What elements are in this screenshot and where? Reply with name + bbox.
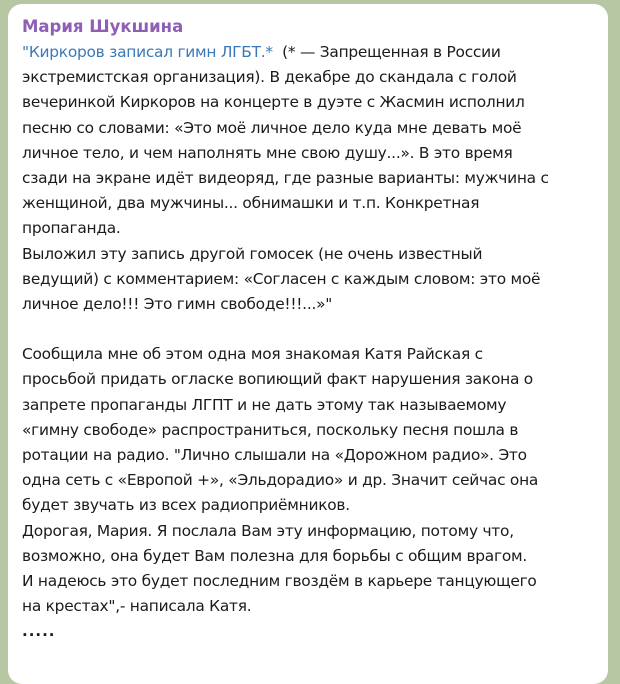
text-line: (* — Запрещенная в России [272,43,501,61]
ellipsis: ..... [22,622,56,641]
text-line: ведущий) с комментарием: «Согласен с каждым словом: это моё [22,269,541,288]
paragraph-gap [22,317,596,342]
text-line: будет звучать из всех радиоприёмников. [22,496,350,515]
message-text [22,40,596,644]
text-line: Выложил эту запись другой гомосек (не очень известный [22,244,483,263]
text-line: ротации на радио. "Лично слышали на «Дорожном радио». Это [22,446,527,464]
text-line: одна сеть с «Европой +», «Эльдорадио» и др. Значит сейчас она [22,471,539,490]
text-line: запрете пропаганды ЛГПТ и не дать этому так называемому [22,395,507,414]
text-line: просьбой придать огласке вопиющий факт нарушения закона о [22,370,533,389]
text-line: сзади на экране идёт видеоряд, где разные варианты: мужчина с [22,168,549,187]
text-line: Дорогая, Мария. Я послала Вам эту информацию, потому что, [22,521,514,540]
text-line: личное дело!!! Это гимн свободе!!!...»" [22,294,333,313]
text-line: на крестах",- написала Катя. [22,597,252,616]
text-line: экстремистская организация). В декабре до скандала с голой [22,68,517,87]
text-line: «гимну свободе» распространиться, поскольку песня пошла в [22,420,519,439]
text-line: Сообщила мне об этом одна моя знакомая Катя Райская с [22,345,483,364]
sender-name[interactable]: Мария Шукшина [22,17,184,36]
text-line: личное тело, и чем наполнять мне свою душу...». В это время [22,143,513,162]
text-line: И надеюсь это будет последним гвоздём в карьере танцующего [22,571,537,590]
text-line: возможно, она будет Вам полезна для борьбы с общим врагом. [22,546,527,565]
text-line: песню со словами: «Это моё личное дело куда мне девать моё [22,118,522,137]
text-line: женщиной, два мужчины... обнимашки и т.п. Конкретная [22,194,480,213]
text-line: вечеринкой Киркоров на концерте в дуэте с Жасмин исполнил [22,93,525,112]
text-line: пропаганда. [22,219,121,238]
message-bubble [8,4,608,684]
quoted-title-link[interactable]: "Киркоров записал гимн ЛГБТ.* [22,43,273,61]
first-line [22,40,596,65]
